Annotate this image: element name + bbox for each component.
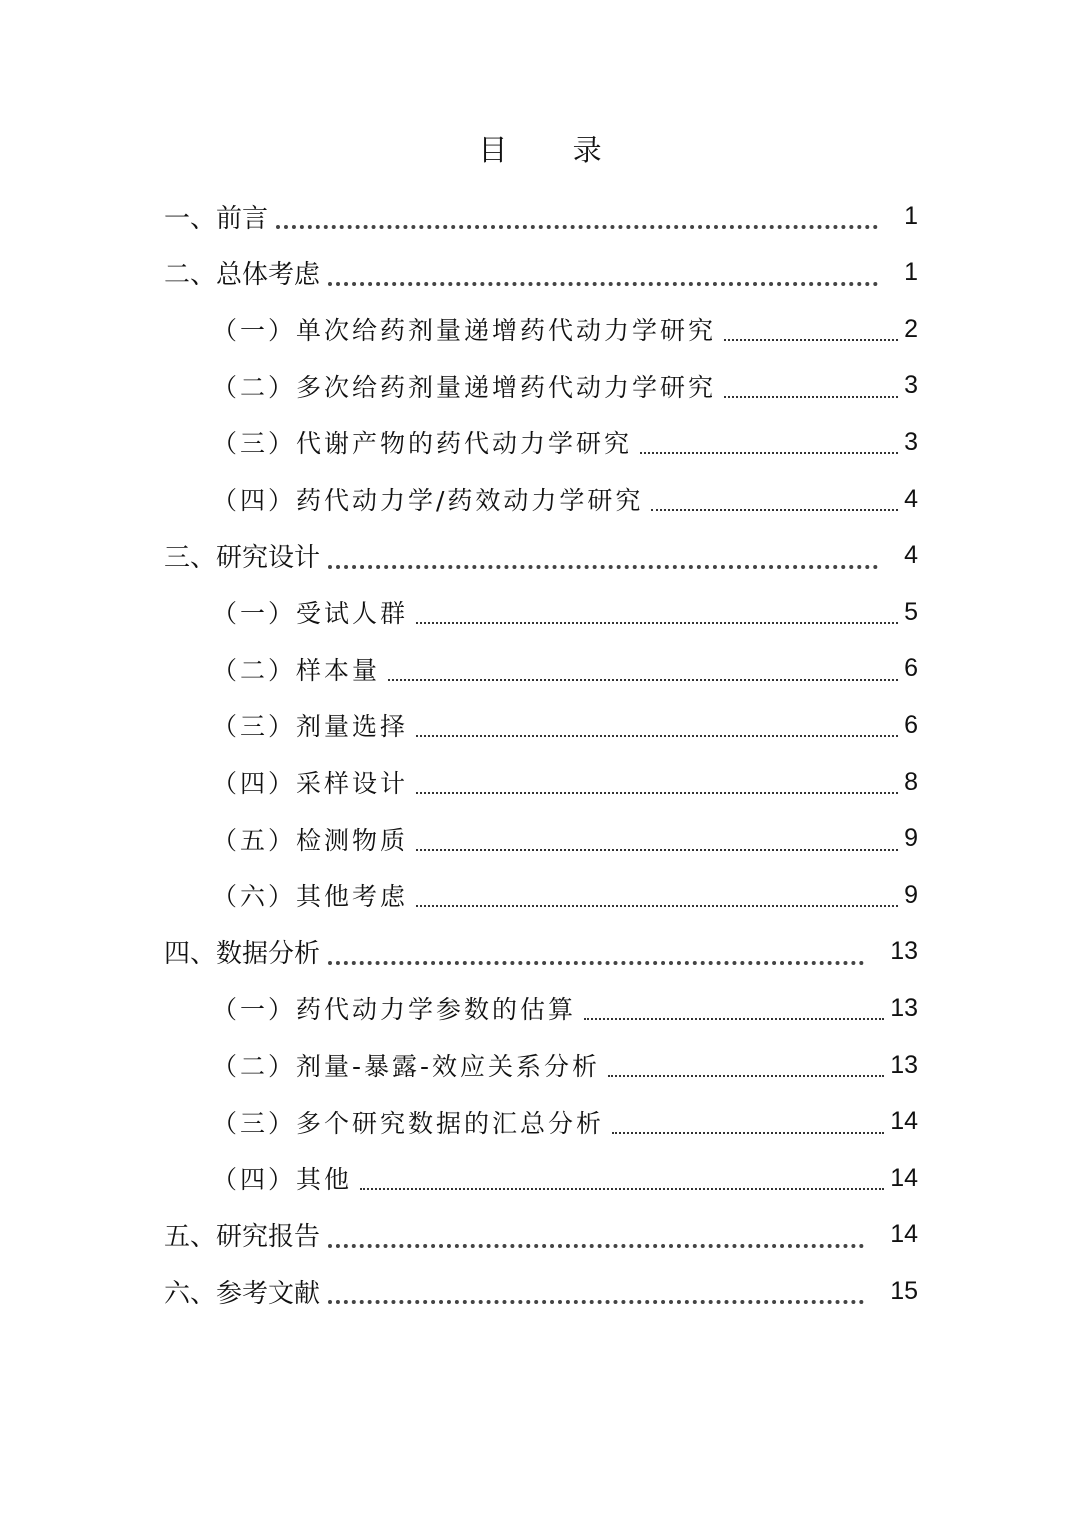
dot-leader xyxy=(416,849,898,851)
toc-page-number: 14 xyxy=(890,1107,918,1136)
page-title: 目 录 xyxy=(478,133,630,167)
dot-leader xyxy=(416,622,898,624)
toc-section[interactable] xyxy=(0,245,918,301)
toc-subsection[interactable] xyxy=(0,1037,918,1093)
toc-entry-label: （四）采样设计 xyxy=(212,769,409,798)
toc-subsection[interactable] xyxy=(0,641,918,697)
toc-page-number: 9 xyxy=(904,880,918,909)
table-of-contents xyxy=(0,188,1080,1328)
toc-subsection[interactable] xyxy=(0,471,918,527)
toc-section[interactable] xyxy=(0,1207,918,1263)
toc-subsection[interactable] xyxy=(0,980,918,1036)
toc-page-number: 14 xyxy=(890,1163,918,1192)
dot-leader xyxy=(416,792,898,794)
toc-subsection[interactable] xyxy=(0,414,918,470)
toc-entry-label: （二）多次给药剂量递增药代动力学研究 xyxy=(212,372,717,402)
toc-subsection[interactable] xyxy=(0,1150,918,1206)
toc-section[interactable] xyxy=(0,528,918,584)
toc-page-number: 5 xyxy=(904,597,918,626)
dot-leader xyxy=(416,735,898,737)
toc-entry-label: （五）检测物质 xyxy=(212,825,409,855)
toc-entry-label: 二、总体考虑 xyxy=(164,260,321,291)
toc-subsection[interactable] xyxy=(0,697,918,753)
toc-entry-label: 三、研究设计 xyxy=(164,543,321,574)
dot-leader xyxy=(584,1018,884,1020)
toc-page-number: 6 xyxy=(904,710,918,739)
toc-entry-label: （六）其他考虑 xyxy=(212,882,409,912)
toc-entry-label: （一）受试人群 xyxy=(212,599,409,629)
toc-entry-label: （四）其他 xyxy=(212,1165,353,1195)
toc-page-number: 3 xyxy=(904,371,918,400)
toc-page-number: 4 xyxy=(904,484,918,513)
dot-leader xyxy=(416,905,898,907)
toc-page-number: 1 xyxy=(904,258,918,287)
dot-leader xyxy=(640,452,898,454)
toc-page-number: 2 xyxy=(904,314,918,343)
toc-entry-label: （二）样本量 xyxy=(212,655,381,685)
toc-entry-label: （三）代谢产物的药代动力学研究 xyxy=(212,429,633,459)
toc-page-number: 3 xyxy=(904,427,918,456)
toc-page-number: 13 xyxy=(890,993,918,1022)
toc-page-number: 14 xyxy=(890,1220,918,1249)
toc-entry-label: （三）剂量选择 xyxy=(212,712,409,742)
toc-page-number: 6 xyxy=(904,654,918,683)
toc-entry-label: （三）多个研究数据的汇总分析 xyxy=(212,1108,605,1138)
toc-subsection[interactable] xyxy=(0,584,918,640)
dot-leader xyxy=(724,339,898,341)
dot-leader xyxy=(328,961,864,965)
toc-section[interactable] xyxy=(0,1263,918,1319)
toc-entry-label: （一）单次给药剂量递增药代动力学研究 xyxy=(212,316,717,346)
toc-page-number: 9 xyxy=(904,824,918,853)
toc-section[interactable] xyxy=(0,188,918,244)
toc-entry-label: （四）药代动力学/药效动力学研究 xyxy=(212,486,644,515)
toc-page-number: 1 xyxy=(904,201,918,230)
toc-subsection[interactable] xyxy=(0,754,918,810)
dot-leader xyxy=(612,1132,884,1134)
dot-leader xyxy=(328,1244,864,1248)
toc-entry-label: 四、数据分析 xyxy=(164,939,321,970)
toc-entry-label: （二）剂量-暴露-效应关系分析 xyxy=(212,1052,601,1081)
dot-leader xyxy=(651,509,898,511)
toc-entry-label: （一）药代动力学参数的估算 xyxy=(212,995,577,1025)
toc-section[interactable] xyxy=(0,924,918,980)
dot-leader xyxy=(328,565,878,569)
dot-leader xyxy=(328,1300,864,1304)
dot-leader xyxy=(608,1075,884,1077)
toc-subsection[interactable] xyxy=(0,301,918,357)
toc-subsection[interactable] xyxy=(0,867,918,923)
toc-entry-label: 六、参考文献 xyxy=(164,1278,321,1309)
toc-page-number: 8 xyxy=(904,767,918,796)
toc-subsection[interactable] xyxy=(0,811,918,867)
toc-page-number: 15 xyxy=(890,1276,918,1305)
toc-page-number: 4 xyxy=(904,541,918,570)
toc-subsection[interactable] xyxy=(0,358,918,414)
dot-leader xyxy=(388,679,898,681)
toc-page-number: 13 xyxy=(890,1050,918,1079)
dot-leader xyxy=(724,396,898,398)
toc-entry-label: 一、前言 xyxy=(164,203,269,234)
dot-leader xyxy=(328,282,878,286)
dot-leader xyxy=(276,225,878,229)
dot-leader xyxy=(360,1188,884,1190)
toc-page-number: 13 xyxy=(890,937,918,966)
toc-subsection[interactable] xyxy=(0,1094,918,1150)
toc-entry-label: 五、研究报告 xyxy=(164,1222,321,1253)
